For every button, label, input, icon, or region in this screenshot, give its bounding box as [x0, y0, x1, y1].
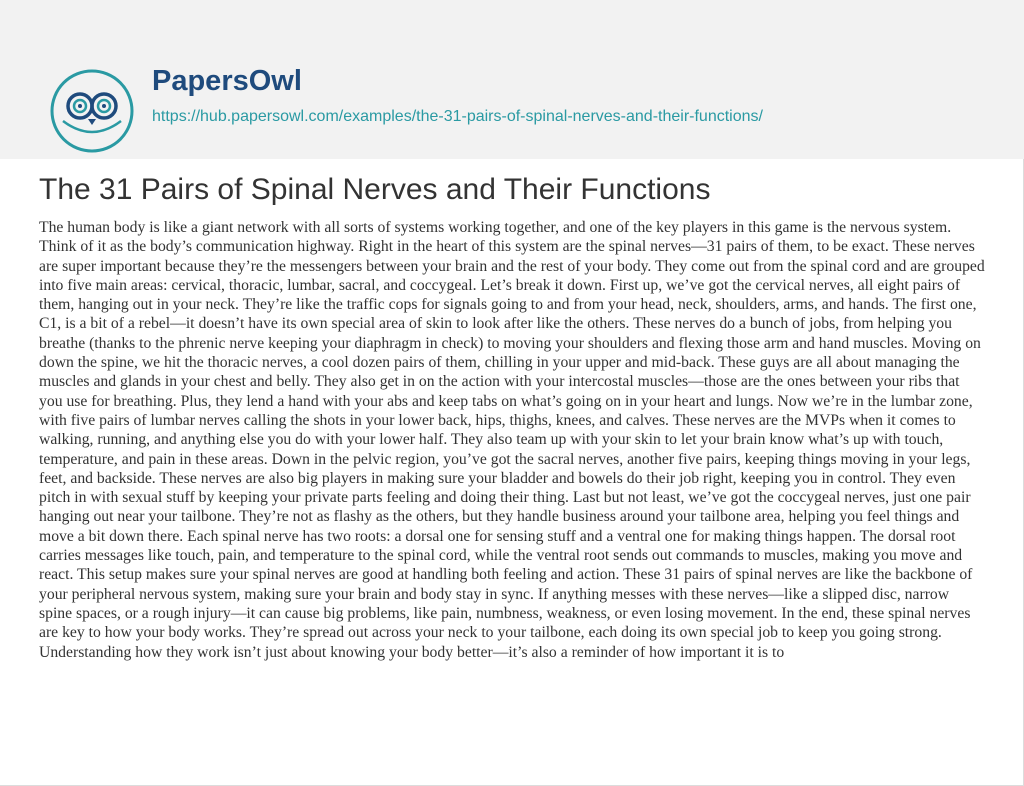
header [0, 0, 1024, 159]
owl-logo-icon [49, 68, 135, 154]
article-title: The 31 Pairs of Spinal Nerves and Their Functions [39, 173, 711, 206]
article-body: The human body is like a giant network with all sorts of systems working together, and one of the key players in this game is the nervous system. Think of it as the body’s communication highway. Right in the heart of this system are the spinal nerves—31 pairs of them, to be exact. These nerves are super important because they’re the messengers between your brain and the rest of your body. They come out from the spinal cord and are grouped into five main areas: cervical, thoracic, lumbar, sacral, and coccygeal. Let’s break it down. First up, we’ve got the cervical nerves, all eight pairs of them, hanging out in your neck. They’re like the traffic cops for signals going to and from your head, neck, shoulders, arms, and hands. The first one, C1, is a bit of a rebel—it doesn’t have its own special area of skin to look after like the others. These nerves do a bunch of jobs, from helping you breathe (thanks to the phrenic nerve keeping your diaphragm in check) to moving your shoulders and flexing those arm and hand muscles. Moving on down the spine, we hit the thoracic nerves, a cool dozen pairs of them, chilling in your upper and mid-back. These guys are all about managing the muscles and glands in your chest and belly. They also get in on the action with your intercostal muscles—those are the ones between your ribs that you use for breathing. Plus, they lend a hand with your abs and keep tabs on what’s going on in your heart and lungs. Now we’re in the lumbar zone, with five pairs of lumbar nerves calling the shots in your lower back, hips, thighs, knees, and calves. These nerves are the MVPs when it comes to walking, running, and anything else you do with your lower half. They also team up with your skin to let your brain know what’s up with touch, temperature, and pain in these areas. Down in the pelvic region, you’ve got the sacral nerves, another five pairs, keeping things moving in your legs, feet, and backside. These nerves are also big players in making sure your bladder and bowels do their job right, keeping you in control. They even pitch in with sexual stuff by keeping your private parts feeling and doing their thing. Last but not least, we’ve got the coccygeal nerves, just one pair hanging out near your tailbone. They’re not as flashy as the others, but they handle business around your tailbone area, helping you feel things and move a bit down there. Each spinal nerve has two roots: a dorsal one for sensing stuff and a ventral one for making things happen. The dorsal root carries messages like touch, pain, and temperature to the spinal cord, while the ventral root sends out commands to muscles, making you move and react. This setup makes sure your spinal nerves are good at handling both feeling and action. These 31 pairs of spinal nerves are like the backbone of your peripheral nervous system, making sure your brain and body stay in sync. If anything messes with these nerves—like a slipped disc, narrow spine spaces, or a rough injury—it can cause big problems, like pain, numbness, weakness, or even losing movement. In the end, these spinal nerves are key to how your body works. They’re spread out across your neck to your tailbone, each doing its own special job to keep you going strong. Understanding how they work isn’t just about knowing your body better—it’s also a reminder of how important it is to [39, 219, 985, 661]
article-url-link[interactable]: https://hub.papersowl.com/examples/the-31-pairs-of-spinal-nerves-and-their-functions/ [152, 108, 763, 125]
brand-name: PapersOwl [152, 65, 302, 97]
